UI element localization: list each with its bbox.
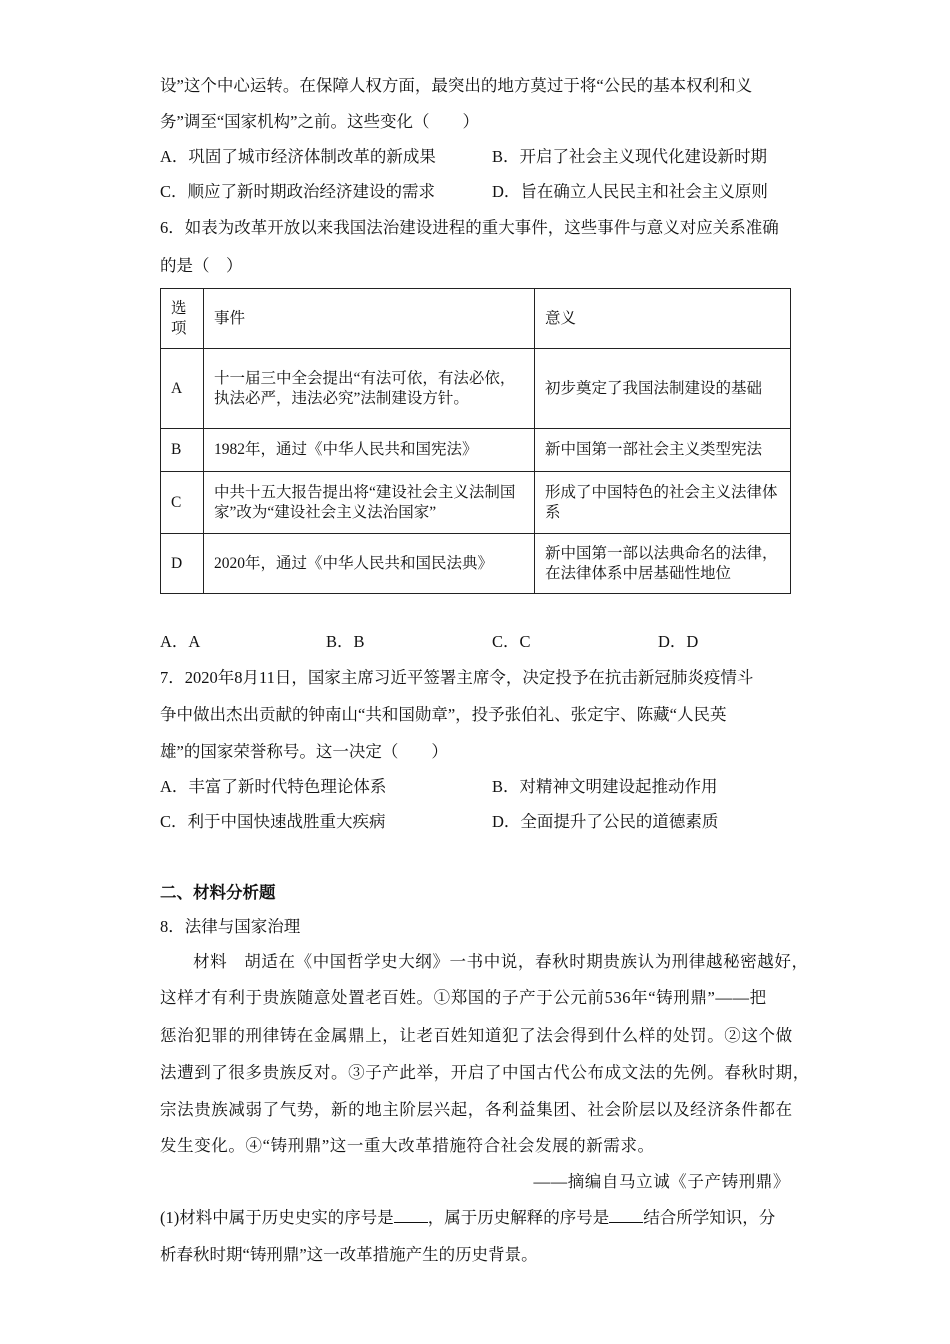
q7-stem-line: 雄”的国家荣誉称号。这一决定（ ） <box>160 742 448 761</box>
q7-option-c: C．利于中国快速战胜重大疾病 <box>160 812 386 831</box>
q8-sub1-line: 析春秋时期“铸刑鼎”这一改革措施产生的历史背景。 <box>160 1245 538 1264</box>
section-title: 二、材料分析题 <box>160 883 276 902</box>
q7-stem-line: 争中做出杰出贡献的钟南山“共和国勋章”，投予张伯礼、张定宇、陈藏“人民英 <box>160 705 727 724</box>
q7-stem-line: 7．2020年8月11日，国家主席习近平签署主席令，决定投予在抗击新冠肺炎疫情斗 <box>160 668 754 687</box>
row-meaning: 形成了中国特色的社会主义法律体系 <box>535 472 791 534</box>
answer-blank[interactable] <box>609 1208 643 1223</box>
q7-option-d: D．全面提升了公民的道德素质 <box>492 812 719 831</box>
q6-option-b: B．B <box>326 632 365 651</box>
q8-sub1-text: 结合所学知识，分 <box>643 1208 776 1227</box>
material-source: ——摘编自马立诚《子产铸刑鼎》 <box>533 1172 790 1191</box>
q8-title: 8．法律与国家治理 <box>160 917 301 936</box>
table-row <box>161 349 791 429</box>
row-option: A <box>161 349 204 429</box>
row-option: D <box>161 534 204 594</box>
header-event: 事件 <box>204 289 535 349</box>
q6-stem-line: 6．如表为改革开放以来我国法治建设进程的重大事件，这些事件与意义对应关系准确 <box>160 218 779 237</box>
row-meaning: 新中国第一部以法典命名的法律，在法律体系中居基础性地位 <box>535 534 791 594</box>
material-line: 法遭到了很多贵族反对。③子产此举，开启了中国古代公布成文法的先例。春秋时期， <box>160 1063 810 1082</box>
q5-option-d: D．旨在确立人民民主和社会主义原则 <box>492 182 768 201</box>
q5-option-b: B．开启了社会主义现代化建设新时期 <box>492 147 768 166</box>
header-meaning: 意义 <box>535 289 791 349</box>
q5-option-c: C．顺应了新时期政治经济建设的需求 <box>160 182 436 201</box>
q6-table <box>160 288 791 594</box>
row-option: B <box>161 429 204 472</box>
q5-option-a: A．巩固了城市经济体制改革的新成果 <box>160 147 436 166</box>
row-meaning: 初步奠定了我国法制建设的基础 <box>535 349 791 429</box>
row-event: 1982年，通过《中华人民共和国宪法》 <box>204 429 535 472</box>
row-event: 中共十五大报告提出将“建设社会主义法制国家”改为“建设社会主义法治国家” <box>204 472 535 534</box>
material-line: 这样才有利于贵族随意处置老百姓。①郑国的子产于公元前536年“铸刑鼎”——把 <box>160 988 767 1007</box>
table-row <box>161 534 791 594</box>
material-line: 发生变化。④“铸刑鼎”这一重大改革措施符合社会发展的新需求。 <box>160 1136 655 1155</box>
table-header-row <box>161 289 791 349</box>
material-line: 宗法贵族减弱了气势，新的地主阶层兴起，各利益集团、社会阶层以及经济条件都在 <box>160 1100 793 1119</box>
material-line: 材料 胡适在《中国哲学史大纲》一书中说，春秋时期贵族认为刑律越秘密越好， <box>193 952 809 971</box>
row-event: 2020年，通过《中华人民共和国民法典》 <box>204 534 535 594</box>
q8-sub1-text: (1)材料中属于历史史实的序号是 <box>160 1208 394 1227</box>
row-meaning: 新中国第一部社会主义类型宪法 <box>535 429 791 472</box>
q5-stem-line: 设”这个中心运转。在保障人权方面，最突出的地方莫过于将“公民的基本权利和义 <box>160 76 753 95</box>
q7-option-a: A．丰富了新时代特色理论体系 <box>160 777 387 796</box>
q5-stem-line: 务”调至“国家机构”之前。这些变化（ ） <box>160 112 479 131</box>
q6-option-c: C．C <box>492 632 531 651</box>
q8-sub1-text: ，属于历史解释的序号是 <box>427 1208 610 1227</box>
table-row <box>161 472 791 534</box>
table-row <box>161 429 791 472</box>
row-event: 十一届三中全会提出“有法可依，有法必依，执法必严，违法必究”法制建设方针。 <box>204 349 535 429</box>
q6-stem-line: 的是（ ） <box>160 256 243 275</box>
q7-option-b: B．对精神文明建设起推动作用 <box>492 777 718 796</box>
row-option: C <box>161 472 204 534</box>
q6-option-a: A．A <box>160 632 201 651</box>
q8-sub1-line <box>160 1208 775 1228</box>
material-line: 惩治犯罪的刑律铸在金属鼎上，让老百姓知道犯了法会得到什么样的处罚。②这个做 <box>160 1026 793 1045</box>
header-option: 选项 <box>161 289 204 349</box>
answer-blank[interactable] <box>394 1208 428 1223</box>
q6-option-d: D．D <box>658 632 699 651</box>
